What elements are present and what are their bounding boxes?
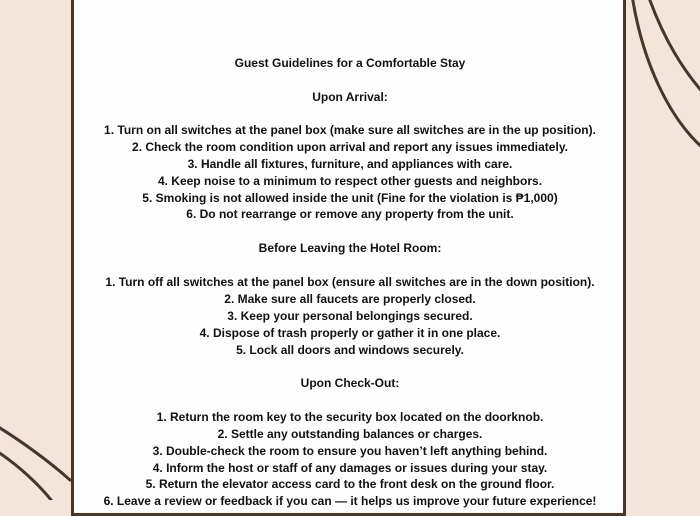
check-out-item: 2. Settle any outstanding balances or charges.: [217, 427, 483, 441]
check-out-item: 4. Inform the host or staff of any damages or issues during your stay.: [152, 461, 548, 475]
before-leaving-item: 4. Dispose of trash properly or gather it in one place.: [199, 326, 501, 340]
section-heading-upon-arrival: Upon Arrival:: [312, 90, 388, 104]
check-out-item: 5. Return the elevator access card to the front desk on the ground floor.: [145, 477, 555, 491]
before-leaving-item: 1. Turn off all switches at the panel box (ensure all switches are in the down position).: [105, 275, 595, 289]
arrival-item: 1. Turn on all switches at the panel box (make sure all switches are in the up position).: [104, 123, 596, 137]
check-out-item: 6. Leave a review or feedback if you can — it helps us improve your future experience!: [103, 494, 597, 508]
before-leaving-item: 5. Lock all doors and windows securely.: [236, 343, 464, 357]
arrival-item: 2. Check the room condition upon arrival and report any issues immediately.: [132, 140, 568, 154]
section-heading-before-leaving: Before Leaving the Hotel Room:: [258, 241, 442, 255]
section-heading-check-out: Upon Check-Out:: [300, 376, 400, 390]
before-leaving-item: 3. Keep your personal belongings secured.: [227, 309, 473, 323]
before-leaving-item: 2. Make sure all faucets are properly closed.: [224, 292, 476, 306]
arrival-item: 3. Handle all fixtures, furniture, and appliances with care.: [187, 157, 513, 171]
document-title: Guest Guidelines for a Comfortable Stay: [234, 56, 466, 70]
arrival-item: 5. Smoking is not allowed inside the unit (Fine for the violation is ₱1,000): [142, 191, 558, 205]
check-out-item: 3. Double-check the room to ensure you haven’t left anything behind.: [152, 444, 548, 458]
arrival-item: 4. Keep noise to a minimum to respect other guests and neighbors.: [157, 174, 543, 188]
check-out-item: 1. Return the room key to the security box located on the doorknob.: [156, 410, 544, 424]
arrival-item: 6. Do not rearrange or remove any property from the unit.: [186, 207, 514, 221]
